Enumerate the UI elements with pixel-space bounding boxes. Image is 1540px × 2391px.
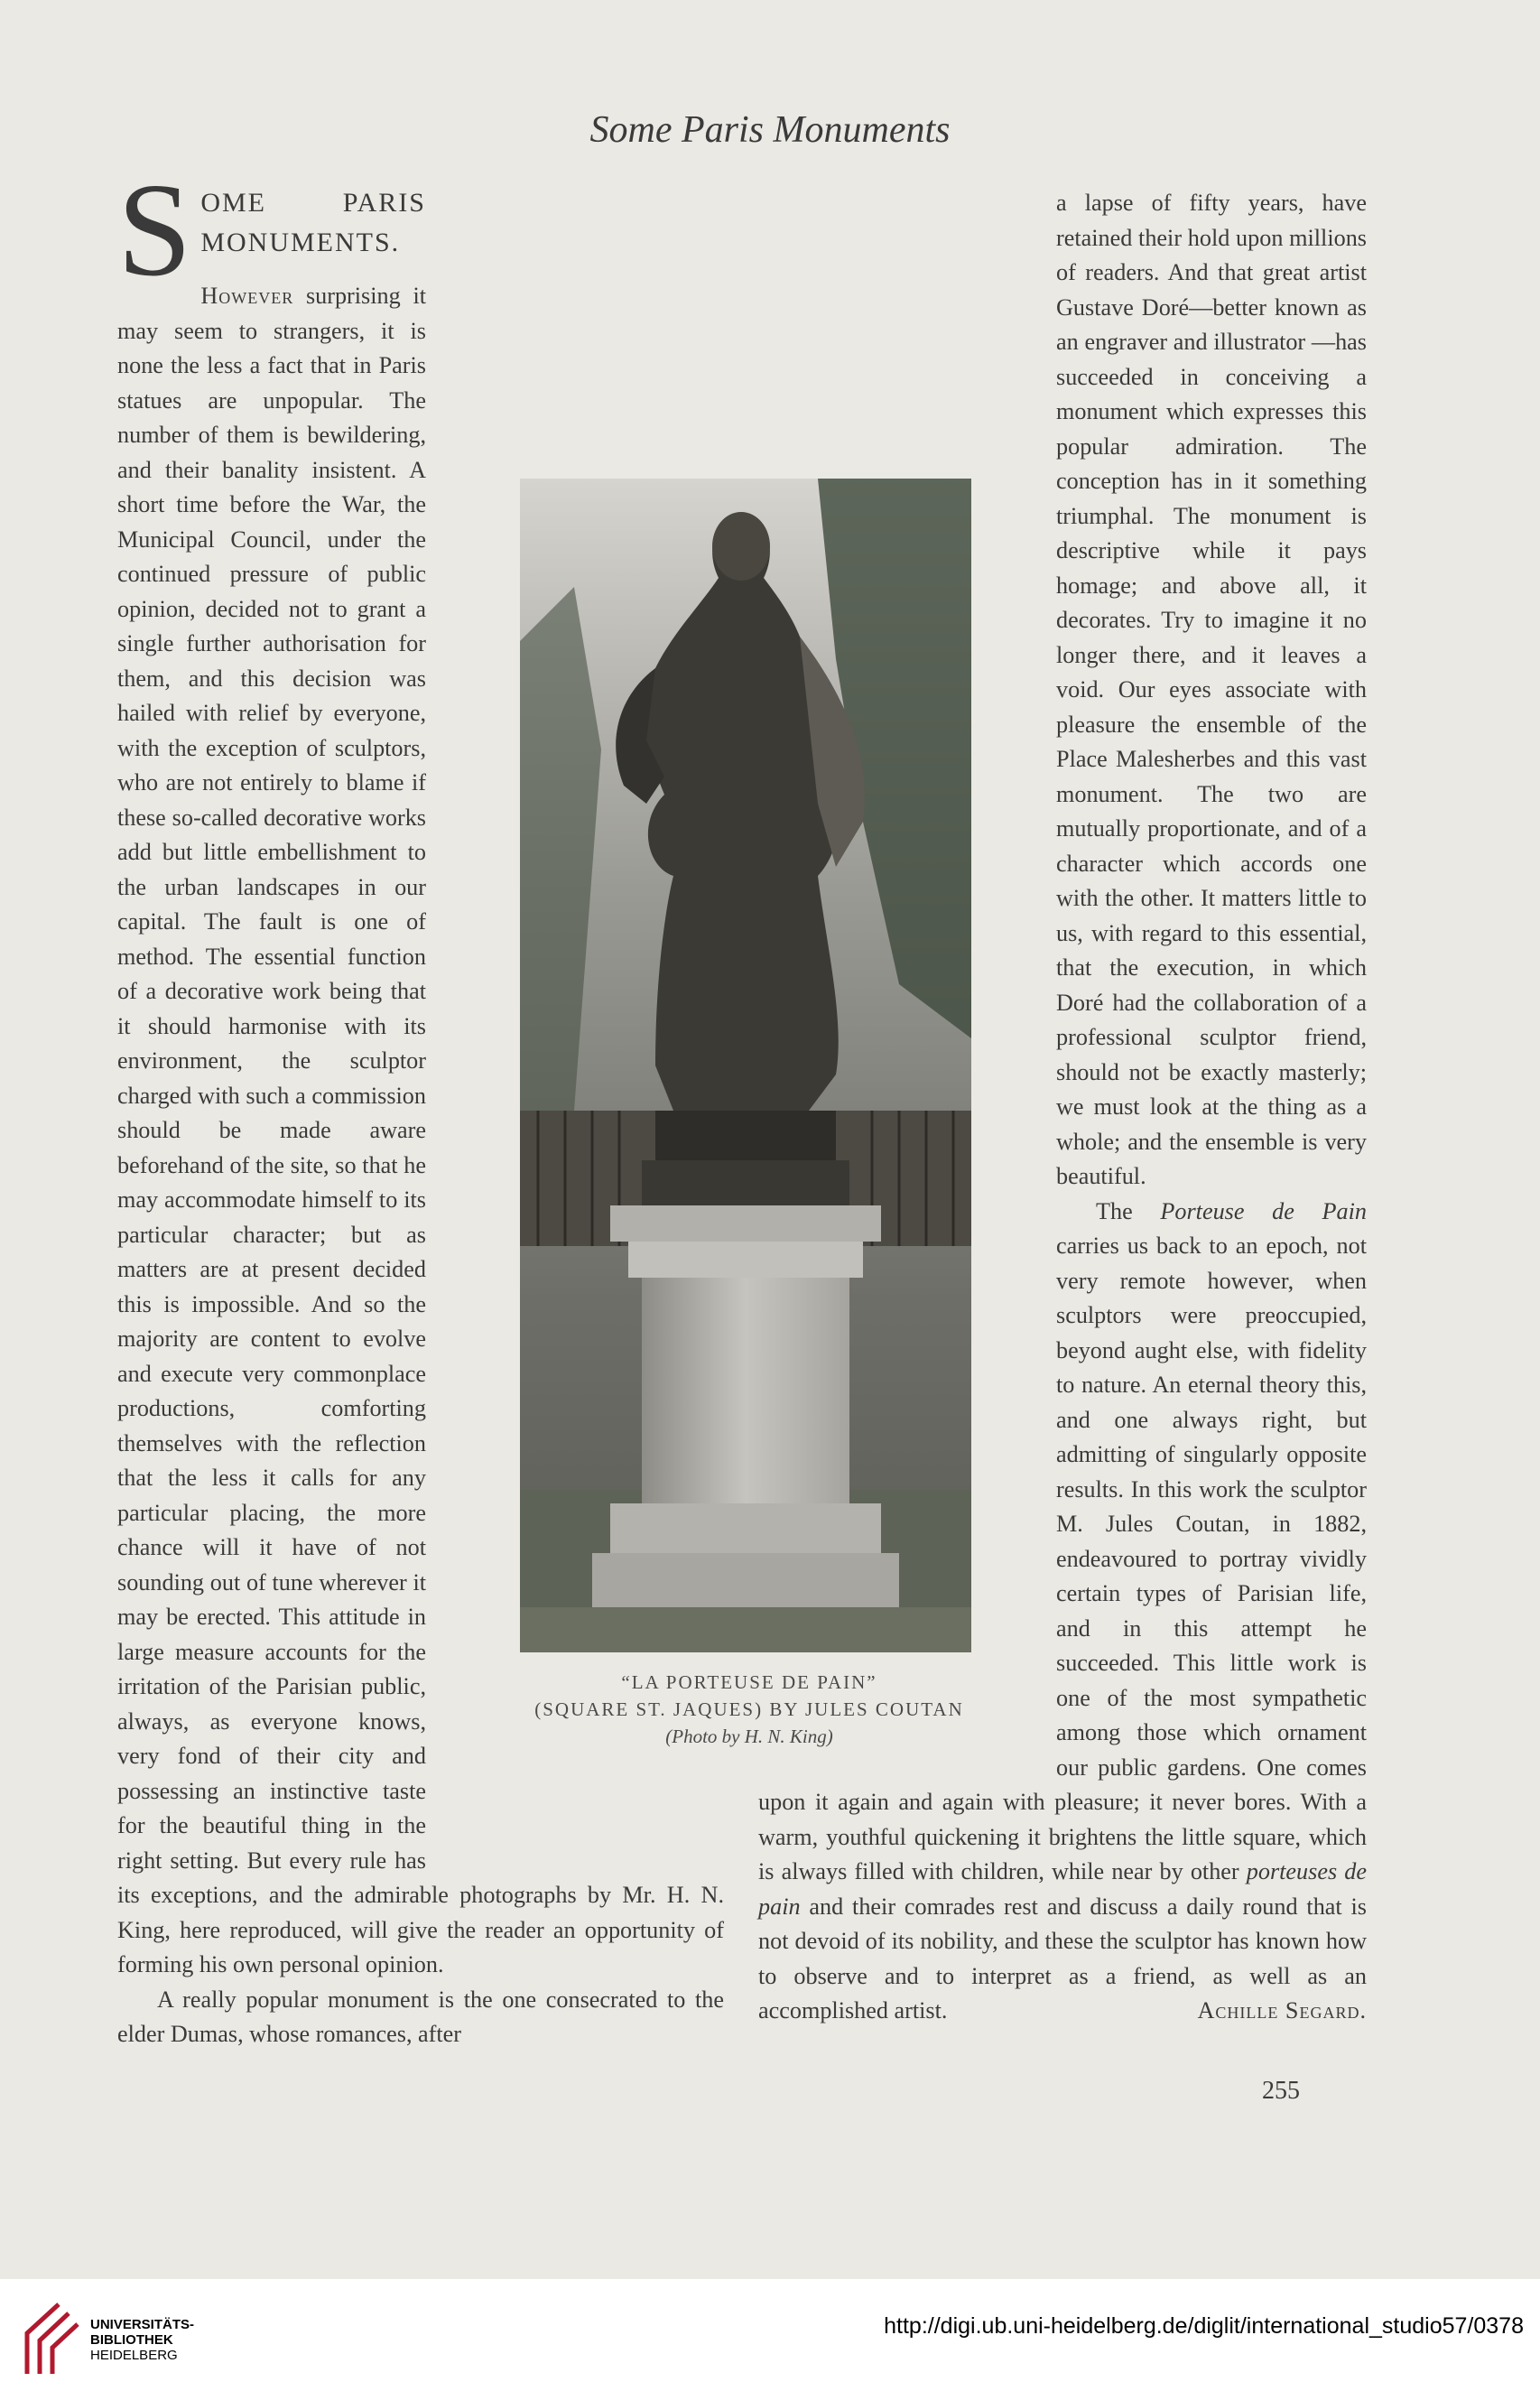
library-logo-icon [18, 2297, 83, 2378]
caption-title: “LA PORTEUSE DE PAIN” [621, 1671, 877, 1693]
title-porteuse: Porteuse de Pain [1160, 1197, 1367, 1224]
source-url-link[interactable]: http://digi.ub.uni-heidelberg.de/diglit/international_studio57/0378 [884, 2313, 1524, 2339]
p4-end: and their comrades rest and discuss a daily round that is not devoid of its nobility, and these the sculptor has known how to observe and to interpret as a friend, as well as an accomplished artist. [758, 1893, 1367, 2024]
author-signature: Achille Segard. [1197, 1997, 1367, 2024]
p4-body: carries us back to an epoch, not very remote however, when sculptors were preoccupied, beyond aught else, with fidelity to nature. An eternal theory this, and one always right, but admitting of singularly opposite results. In this work the sculptor M. Jules Coutan, in 1882, endeavoured to portray vividly certain types of Parisian life, and in this attempt he succeeded. This little work is one of the most sympathetic among those which ornament our public gardens. One comes upon it again and again with pleasure; it never bores. With a warm, youthful quickening it brightens the little square, which is always filled with children, while near by other [758, 1233, 1367, 1884]
photo-caption [506, 1669, 993, 1750]
paragraph-1: surprising it may seem to strangers, it is none the less a fact that in Paris statues are unpopular. The number of them is bewildering, and their banality insistent. A short time before the War, the Municipal Council, under the continued pressure of public opinion, decided not to grant a single further authorisation for them, and this decision was hailed with relief by everyone, with the exception of sculptors, who are not entirely to blame if these so-called decorative works add but little embellishment to the urban landscapes in our capital. The fault is one of method. The essential function of a decorative work being that it should harmonise with its environment, the sculptor charged with such a commission should be made aware beforehand of the site, so that he may accommodate himself to its particular character; but as matters are at present decided this is impossible. And so the majority are content to evolve and execute very commonplace productions, comforting themselves with the reflection that the less it calls for any particular placing, the more chance will it have of not sounding out of tune wherever it may be erected. This attitude in large measure accounts for the irritation of the Parisian public, always, as everyone knows, very fond of their city and possessing an instinctive taste for the beautiful thing in the right setting. But every rule has its exceptions, and the admirable photographs by Mr. H. N. King, here reproduced, will give the reader an opportunity of forming his own personal opinion. [117, 283, 724, 1977]
caption-location: (SQUARE ST. JAQUES) BY JULES COUTAN [534, 1698, 964, 1720]
library-name-line-2: BIBLIOTHEK [90, 2332, 173, 2348]
library-name-line-3: HEIDELBERG [90, 2348, 178, 2363]
article-heading: OME PARIS MONUMENTS. [200, 188, 426, 257]
library-name [90, 2317, 194, 2363]
drop-cap: S [117, 156, 192, 304]
page-title: Some Paris Monuments [589, 109, 951, 151]
library-name-line-1: UNIVERSITÄTS- [90, 2317, 195, 2332]
page-number: 255 [1262, 2077, 1300, 2105]
paragraph-3: a lapse of fifty years, have retained their hold upon millions of readers. And that great artist Gustave Doré—better known as an engraver and illustrator —has succeeded in conceiving a monument which expresses this popular admiration. The conception has in it something triumphal. The monument is descriptive while it pays homage; and above all, it decorates. Try to imagine it no longer there, and it leaves a void. Our eyes associate with pleasure the ensemble of the Place Malesherbes and this vast monument. The two are mutually proportionate, and of a character which accords one with the other. It matters little to us, with regard to this essential, that the execution, in which Doré had the collaboration of a professional sculptor friend, should not be exactly masterly; we must look at the thing as a whole; and the ensemble is very beautiful. [1056, 190, 1367, 1189]
lead-word: However [200, 283, 294, 309]
p4-start: The [1096, 1197, 1133, 1224]
term-porteuses: porteuses de pain [758, 1858, 1368, 1920]
digitization-footer [0, 2279, 1540, 2391]
caption-credit: (Photo by H. N. King) [665, 1726, 833, 1747]
paragraph-2: A really popular monument is the one consecrated to the elder Dumas, whose romances, after [117, 1986, 724, 2047]
statue-photograph [520, 479, 971, 1652]
